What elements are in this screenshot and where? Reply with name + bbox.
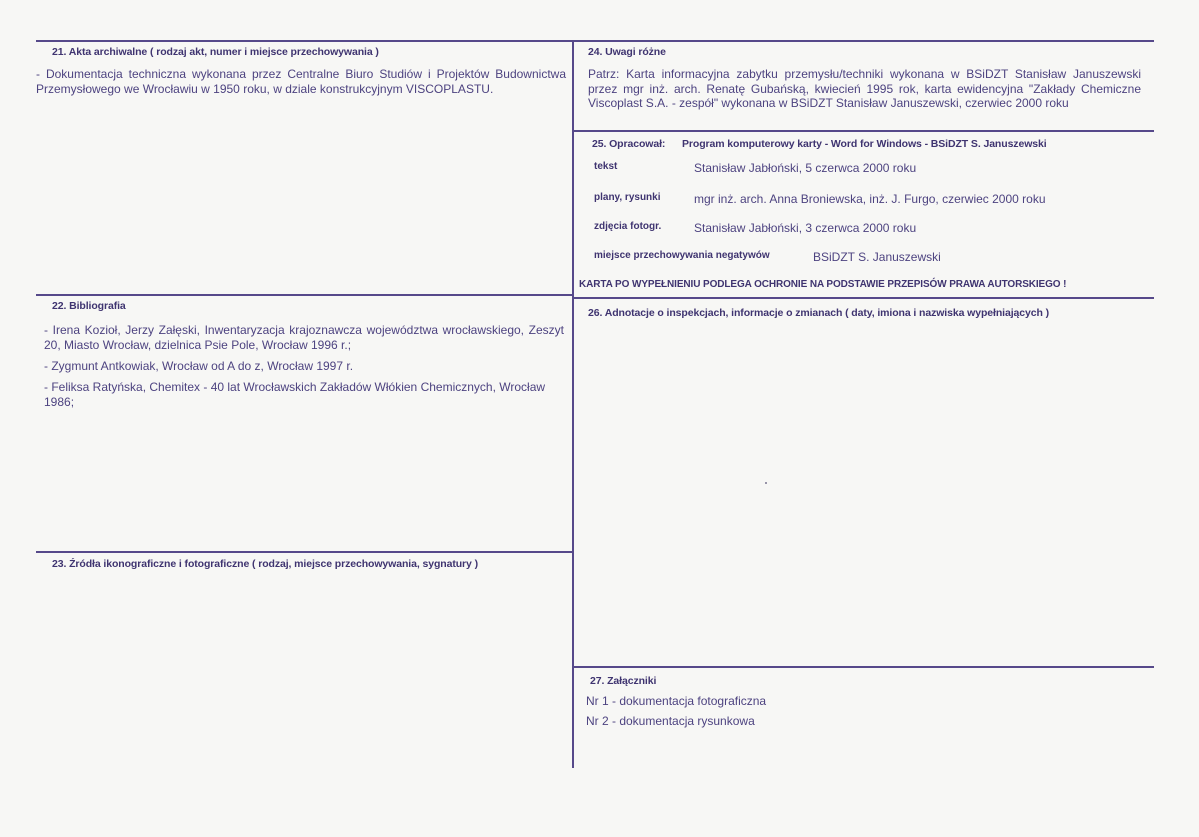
section-21-label: 21. Akta archiwalne ( rodzaj akt, numer i miejsce przechowywania ) <box>52 46 379 58</box>
row-label-zdjecia: zdjęcia fotogr. <box>594 221 662 232</box>
section-25-label: 25. Opracował: <box>592 138 666 150</box>
attachment-item: Nr 1 - dokumentacja fotograficzna <box>586 694 767 708</box>
row-label-plany: plany, rysunki <box>594 192 661 203</box>
rule-22-23 <box>36 551 572 553</box>
bibliography-item: - Zygmunt Antkowiak, Wrocław od A do z, Wrocław 1997 r. <box>44 359 354 373</box>
bibliography-item: - Feliksa Ratyńska, Chemitex - 40 lat Wrocławskich Zakładów Włókien Chemicznych, Wrocław 1986; <box>44 380 546 409</box>
section-27-label: 27. Załączniki <box>590 675 657 687</box>
section-26-label: 26. Adnotacje o inspekcjach, informacje o zmianach ( daty, imiona i nazwiska wypełniających ) <box>588 307 1050 319</box>
rule-26-27 <box>572 666 1154 668</box>
section-24-label: 24. Uwagi różne <box>588 46 666 58</box>
row-label-tekst: tekst <box>594 161 618 172</box>
paper-speck <box>765 482 767 484</box>
rule-21-22 <box>36 294 572 296</box>
row-value-zdjecia: Stanisław Jabłoński, 3 czerwca 2000 roku <box>694 221 917 235</box>
bibliography-list <box>44 323 564 416</box>
rule-24-25 <box>572 130 1154 132</box>
top-rule <box>36 40 1154 42</box>
copyright-notice: KARTA PO WYPEŁNIENIU PODLEGA OCHRONIE NA PODSTAWIE PRZEPISÓW PRAWA AUTORSKIEGO ! <box>579 279 1067 290</box>
row-label-negatywy: miejsce przechowywania negatywów <box>594 250 770 261</box>
row-value-plany: mgr inż. arch. Anna Broniewska, inż. J. Furgo, czerwiec 2000 roku <box>694 192 1046 206</box>
row-value-negatywy: BSiDZT S. Januszewski <box>813 250 941 264</box>
bibliography-item: - Irena Kozioł, Jerzy Załęski, Inwentaryzacja krajoznawcza województwa wrocławskiego, Zeszyt 20, Miasto Wrocław, dzielnica Psie Pole, Wrocław 1996 r.; <box>44 323 564 352</box>
section-24-text: Patrz: Karta informacyjna zabytku przemysłu/techniki wykonana w BSiDZT Stanisław Januszewski przez mgr inż. arch. Renatę Gubańską, kwiecień 1995 rok, karta ewidencyjna "Zakłady Chemiczne Viscoplast S.A. - zespół" wykonana w BSiDZT Stanisław Januszewski, czerwiec 2000 roku <box>588 67 1141 110</box>
rule-25-26 <box>572 297 1154 299</box>
section-21-text: - Dokumentacja techniczna wykonana przez Centralne Biuro Studiów i Projektów Budownictwa Przemysłowego we Wrocławiu w 1950 roku, w dziale konstrukcyjnym VISCOPLASTU. <box>36 67 566 96</box>
section-23-label: 23. Źródła ikonograficzne i fotograficzne ( rodzaj, miejsce przechowywania, sygnatury ) <box>52 558 478 570</box>
attachment-item: Nr 2 - dokumentacja rysunkowa <box>586 714 755 728</box>
program-info: Program komputerowy karty - Word for Windows - BSiDZT S. Januszewski <box>682 138 1047 150</box>
row-value-tekst: Stanisław Jabłoński, 5 czerwca 2000 roku <box>694 161 917 175</box>
section-22-label: 22. Bibliografia <box>52 300 126 312</box>
center-divider <box>572 40 574 768</box>
